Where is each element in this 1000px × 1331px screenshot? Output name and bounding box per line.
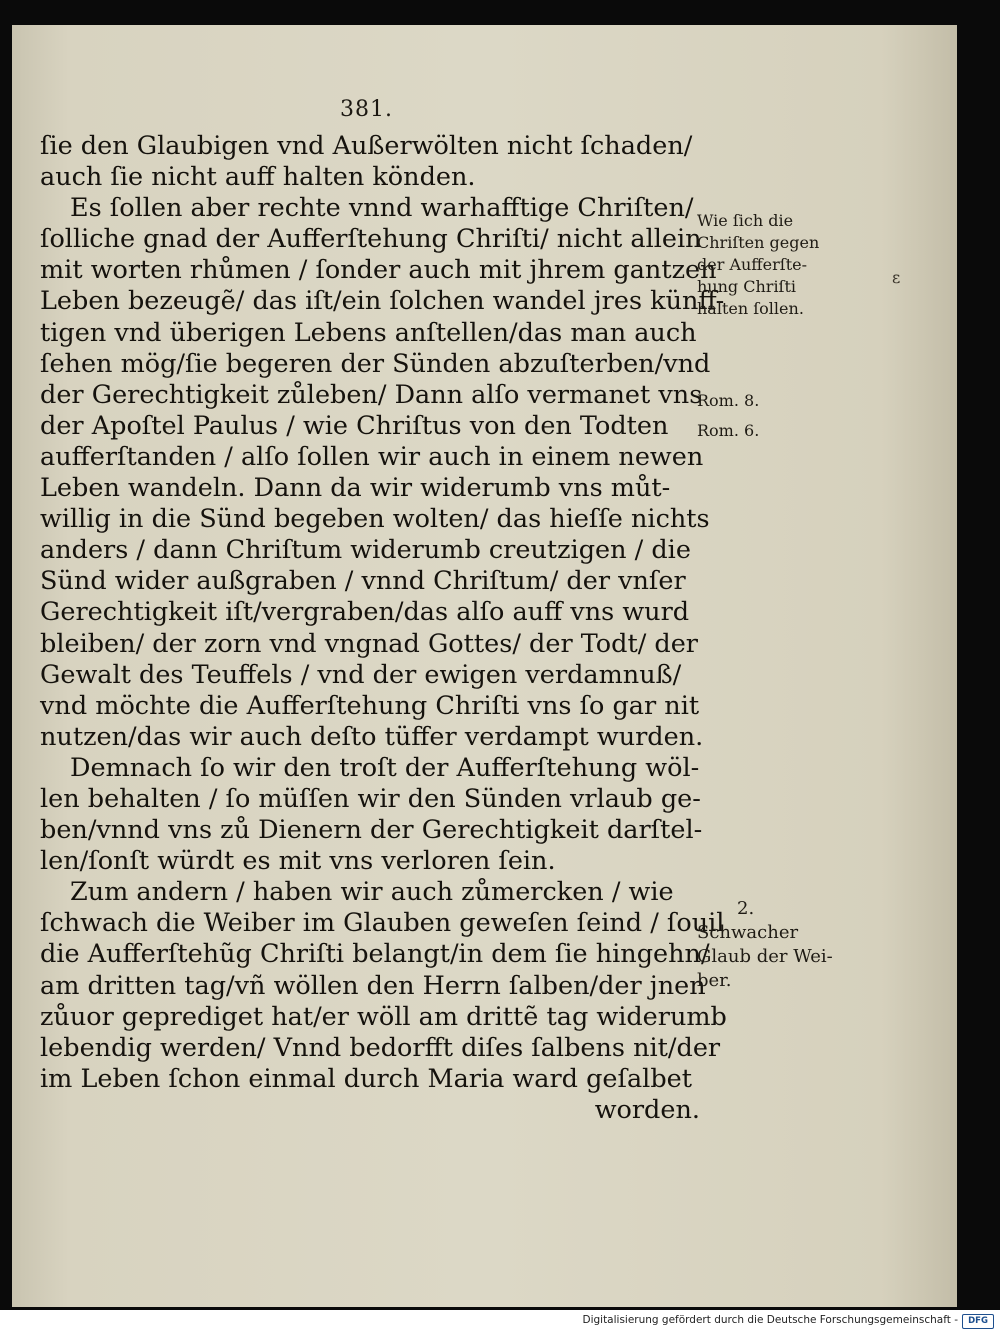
text-line: am dritten tag/vñ wöllen den Herrn ſalben/der jnen xyxy=(40,970,706,1001)
marginal-note-line: Glaub der Wei- xyxy=(697,946,833,967)
dfg-logo-icon: DFG xyxy=(962,1314,994,1329)
text-line: Leben wandeln. Dann da wir widerumb vns můt- xyxy=(40,473,671,504)
text-line: willig in die Sünd begeben wolten/ das hieſſe nichts xyxy=(40,504,710,535)
marginal-note xyxy=(697,420,867,442)
text-line: ben/vnnd vns zů Dienern der Gerechtigkeit darſtel- xyxy=(40,815,703,846)
text-line: Sünd wider außgraben / vnnd Chriſtum/ der vnſer xyxy=(40,566,686,597)
text-line: ſehen mög/ſie begeren der Sünden abzuſterben/vnd xyxy=(40,348,711,379)
text-line: im Leben ſchon einmal durch Maria ward geſalbet xyxy=(40,1063,692,1094)
marginal-note-line: Rom. 8. xyxy=(697,391,760,410)
marginal-note xyxy=(697,210,867,320)
marginal-note xyxy=(697,897,867,993)
book-page xyxy=(12,25,957,1307)
text-line: auch ſie nicht auff halten könden. xyxy=(40,162,476,193)
page-number: 381. xyxy=(340,97,393,122)
marginal-note-line: Schwacher xyxy=(697,922,799,943)
text-line: Leben bezeugẽ/ das iſt/ein ſolchen wandel jres künff- xyxy=(40,286,725,317)
text-line: mit worten rhůmen / ſonder auch mit jhrem gantzen xyxy=(40,255,717,286)
text-line: aufferſtanden / alſo ſollen wir auch in einem newen xyxy=(40,441,704,472)
text-line: Zum andern / haben wir auch zůmercken / wie xyxy=(70,877,674,908)
text-line: der Gerechtigkeit zůleben/ Dann alſo vermanet vns xyxy=(40,379,703,410)
marginal-note-line: ber. xyxy=(697,970,732,991)
text-line: Es ſollen aber rechte vnnd warhafftige Chriſten/ xyxy=(70,193,694,224)
text-line: anders / dann Chriſtum widerumb creutzigen / die xyxy=(40,535,691,566)
funding-credit: Digitalisierung gefördert durch die Deutsche Forschungsgemeinschaft - xyxy=(582,1314,958,1326)
marginal-note-line: Wie ſich die xyxy=(697,211,794,230)
marginal-note-line: halten ſollen. xyxy=(697,299,804,318)
text-line: Gerechtigkeit iſt/vergraben/das alſo auff vns wurd xyxy=(40,597,690,628)
text-line: tigen vnd überigen Lebens anſtellen/das man auch xyxy=(40,317,697,348)
text-line: ſolliche gnad der Aufferſtehung Chriſti/ nicht allein xyxy=(40,224,702,255)
text-line: len/ſonſt würdt es mit vns verloren ſein. xyxy=(40,846,556,877)
text-line: worden. xyxy=(594,1094,700,1125)
marginal-note-line: Rom. 6. xyxy=(697,421,760,440)
text-line: zůuor geprediget hat/er wöll am drittẽ tag widerumb xyxy=(40,1001,727,1032)
marginal-note xyxy=(697,390,867,412)
text-line: Demnach ſo wir den troſt der Aufferſtehung wöl- xyxy=(70,752,700,783)
text-line: lebendig werden/ Vnnd bedorfft diſes ſalbens nit/der xyxy=(40,1032,721,1063)
text-line: die Aufferſtehũg Chriſti belangt/in dem ſie hingehn/ xyxy=(40,939,710,970)
text-line: bleiben/ der zorn vnd vngnad Gottes/ der Todt/ der xyxy=(40,628,698,659)
text-line: Gewalt des Teuffels / vnd der ewigen verdamnuß/ xyxy=(40,659,682,690)
text-line: len behalten / ſo müſſen wir den Sünden vrlaub ge- xyxy=(40,783,701,814)
body-text xyxy=(40,131,727,1126)
text-line: ſie den Glaubigen vnd Außerwölten nicht ſchaden/ xyxy=(40,131,693,161)
marginal-note-line: 2. xyxy=(737,898,755,919)
text-line: nutzen/das wir auch deſto tüffer verdampt wurden. xyxy=(40,721,704,752)
marginal-note-line: der Aufferſte- xyxy=(697,255,808,274)
text-line: vnd möchte die Aufferſtehung Chriſti vns ſo gar nit xyxy=(40,690,700,721)
text-line: der Apoſtel Paulus / wie Chriſtus von den Todten xyxy=(40,410,669,441)
marginal-note-line: hung Chriſti xyxy=(697,277,797,296)
marginal-note-line: Chriſten gegen xyxy=(697,233,820,252)
footer xyxy=(0,1310,1000,1331)
text-line: ſchwach die Weiber im Glauben geweſen ſeind / ſouil xyxy=(40,908,725,939)
stray-mark: ε xyxy=(892,268,901,287)
